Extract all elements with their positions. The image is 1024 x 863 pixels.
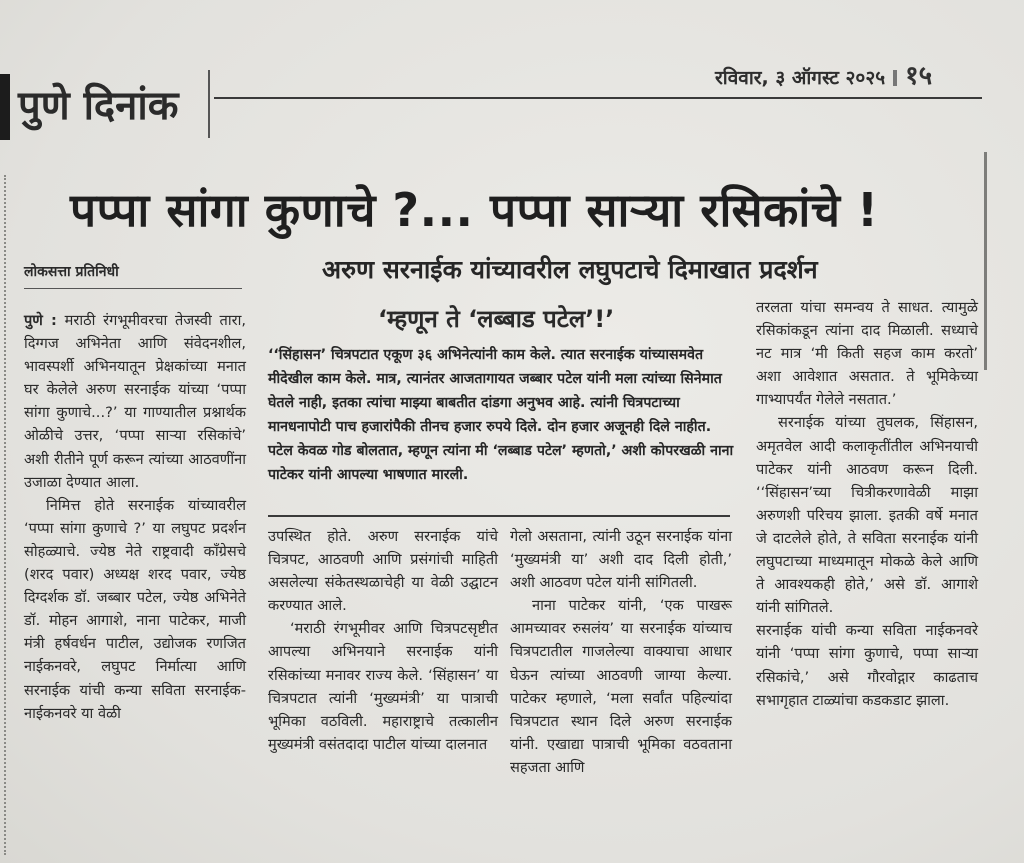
- page-separator: [893, 70, 897, 86]
- header-rule: [214, 97, 982, 99]
- issue-date: रविवार, ३ ऑगस्ट २०२५: [715, 67, 886, 89]
- callout-title: ‘म्हणून ते ‘लब्बाड पटेल’!’: [378, 305, 615, 333]
- section-divider: [208, 70, 210, 138]
- callout-body: ‘‘सिंहासन’ चित्रपटात एकूण ३६ अभिनेत्यांनी काम केले. त्यात सरनाईक यांच्यासमवेत मीदेखील काम केले. मात्र, त्यानंतर आजतागायत जब्बार पटेल यांनी मला त्यांच्या सिनेमात घेतले नाही, इतका त्यांचा माझ्या बाबतीत दांडगा अनुभव आहे. त्यांनी चित्रपटाच्या मानधनापोटी पाच हजारांपैकी तीनच हजार रुपये दिले. दोन हजार अजूनही दिले नाहीत. पटेल केवळ गोड बोलतात, म्हणून त्यांना मी ‘लब्बाड पटेल’ म्हणतो,’ अशी कोपरखळी नाना पाटेकर यांनी आपल्या भाषणात मारली.: [268, 347, 734, 483]
- paragraph: ‘मराठी रंगभूमीवर आणि चित्रपटसृष्टीत आपल्या अभिनयाने सरनाईक यांनी रसिकांच्या मनावर राज्य केले. ‘सिंहासन’ या चित्रपटात त्यांनी ‘मुख्यमंत्री’ या पात्राची भूमिका वठविली. महाराष्ट्राचे तत्कालीन मुख्यमंत्री वसंतदादा पाटील यांच्या दालनात: [268, 620, 498, 753]
- section-marker-bar: [0, 74, 10, 140]
- paragraph: सरनाईक यांची कन्या सविता नाईकनवरे यांनी ‘पप्पा सांगा कुणाचे, पप्पा साऱ्या रसिकांचे,’ असे गौरवोद्गार काढताच सभागृहात टाळ्यांचा कडकडाट झाला.: [756, 622, 978, 709]
- paragraph: निमित्त होते सरनाईक यांच्यावरील ‘पप्पा सांगा कुणाचे ?’ या लघुपट प्रदर्शन सोहळ्याचे. ज्येष्ठ नेते राष्ट्रवादी काँग्रेसचे (शरद पवार) अध्यक्ष शरद पवार, ज्येष्ठ दिग्दर्शक डॉ. जब्बार पटेल, ज्येष्ठ अभिनेते डॉ. मोहन आगाशे, नाना पाटेकर, माजी मंत्री हर्षवर्धन पाटील, उद्योजक रणजित नाईकनवरे, लघुपट निर्मात्या आणि सरनाईक यांची कन्या सविता सरनाईक-नाईकनवरे या वेळी: [24, 496, 246, 722]
- paragraph: नाना पाटेकर यांनी, ‘एक पाखरू आमच्यावर रुसलंय’ या सरनाईक यांच्याच चित्रपटातील गाजलेल्या वाक्याचा आधार घेऊन त्यांच्या आठवणी जाग्या केल्या. पाटेकर म्हणाले, ‘मला सर्वांत पहिल्यांदा चित्रपटात स्थान दिले अरुण सरनाईक यांनी. एखाद्या पात्राची भूमिका वठवताना सहजता आणि: [510, 597, 732, 776]
- paragraph: गेलो असताना, त्यांनी उठून सरनाईक यांना ‘मुख्यमंत्री या’ अशी दाद दिली होती,’ अशी आठवण पटेल यांनी सांगितली.: [510, 528, 732, 592]
- article-column-1: [24, 309, 246, 725]
- byline-rule: [24, 288, 242, 289]
- paragraph: [24, 309, 246, 494]
- paragraph: सरनाईक यांच्या तुघलक, सिंहासन, अमृतवेल आदी कलाकृतींतील अभिनयाची पाटेकर यांनी आठवण करून दिली. ‘‘सिंहासन’च्या चित्रीकरणावेळी माझा अरुणशी परिचय झाला. इतकी वर्षे मनात जे दाटलेले होते, ते सविता सरनाईक यांनी लघुपटाच्या माध्यमातून मोकळे केले आणि ते आवश्यकही होते,’ असे डॉ. आगाशे यांनी सांगितले.: [756, 414, 978, 617]
- dateline: [715, 56, 932, 92]
- paragraph: उपस्थित होते. अरुण सरनाईक यांचे चित्रपट, आठवणी आणि प्रसंगांची माहिती असलेल्या संकेतस्थळाचेही या वेळी उद्घाटन करण्यात आले.: [268, 528, 498, 615]
- article-subheadline: अरुण सरनाईक यांच्यावरील लघुपटाचे दिमाखात प्रदर्शन: [322, 255, 818, 284]
- section-title: पुणे दिनांक: [18, 83, 179, 129]
- callout-box-border: [982, 152, 987, 370]
- article-column-4: [756, 296, 978, 712]
- article-column-3: [510, 525, 732, 779]
- left-perforation-divider: [4, 175, 6, 855]
- paragraph-text: मराठी रंगभूमीवरचा तेजस्वी तारा, दिग्गज अभिनेता आणि संवेदनशील, भावस्पर्शी अभिनयातून प्रेक्षकांच्या मनात घर केलेले अरुण सरनाईक यांच्या ‘पप्पा सांगा कुणाचे...?’ या गाण्यातील प्रश्नार्थक ओळीचे उत्तर, ‘पप्पा साऱ्या रसिकांचे’ अशी रीतीने पूर्ण करून त्यांच्या आठवणींना उजाळा देण्यात आला.: [24, 312, 247, 491]
- callout-rule: [268, 515, 730, 517]
- article-headline: पप्पा सांगा कुणाचे ?... पप्पा साऱ्या रसिकांचे !: [70, 183, 879, 237]
- article-column-2: [268, 525, 498, 756]
- page-number: १५: [905, 61, 933, 91]
- paragraph: तरलता यांचा समन्वय ते साधत. त्यामुळे रसिकांकडून त्यांना दाद मिळाली. सध्याचे नट मात्र ‘मी किती सहज काम करतो’ अशा आवेशात असतात. ते भूमिकेच्या गाभ्यापर्यंत गेलेले नसतात.’: [756, 299, 978, 409]
- dateline-lead: पुणे :: [24, 312, 57, 329]
- byline: लोकसत्ता प्रतिनिधी: [24, 264, 119, 280]
